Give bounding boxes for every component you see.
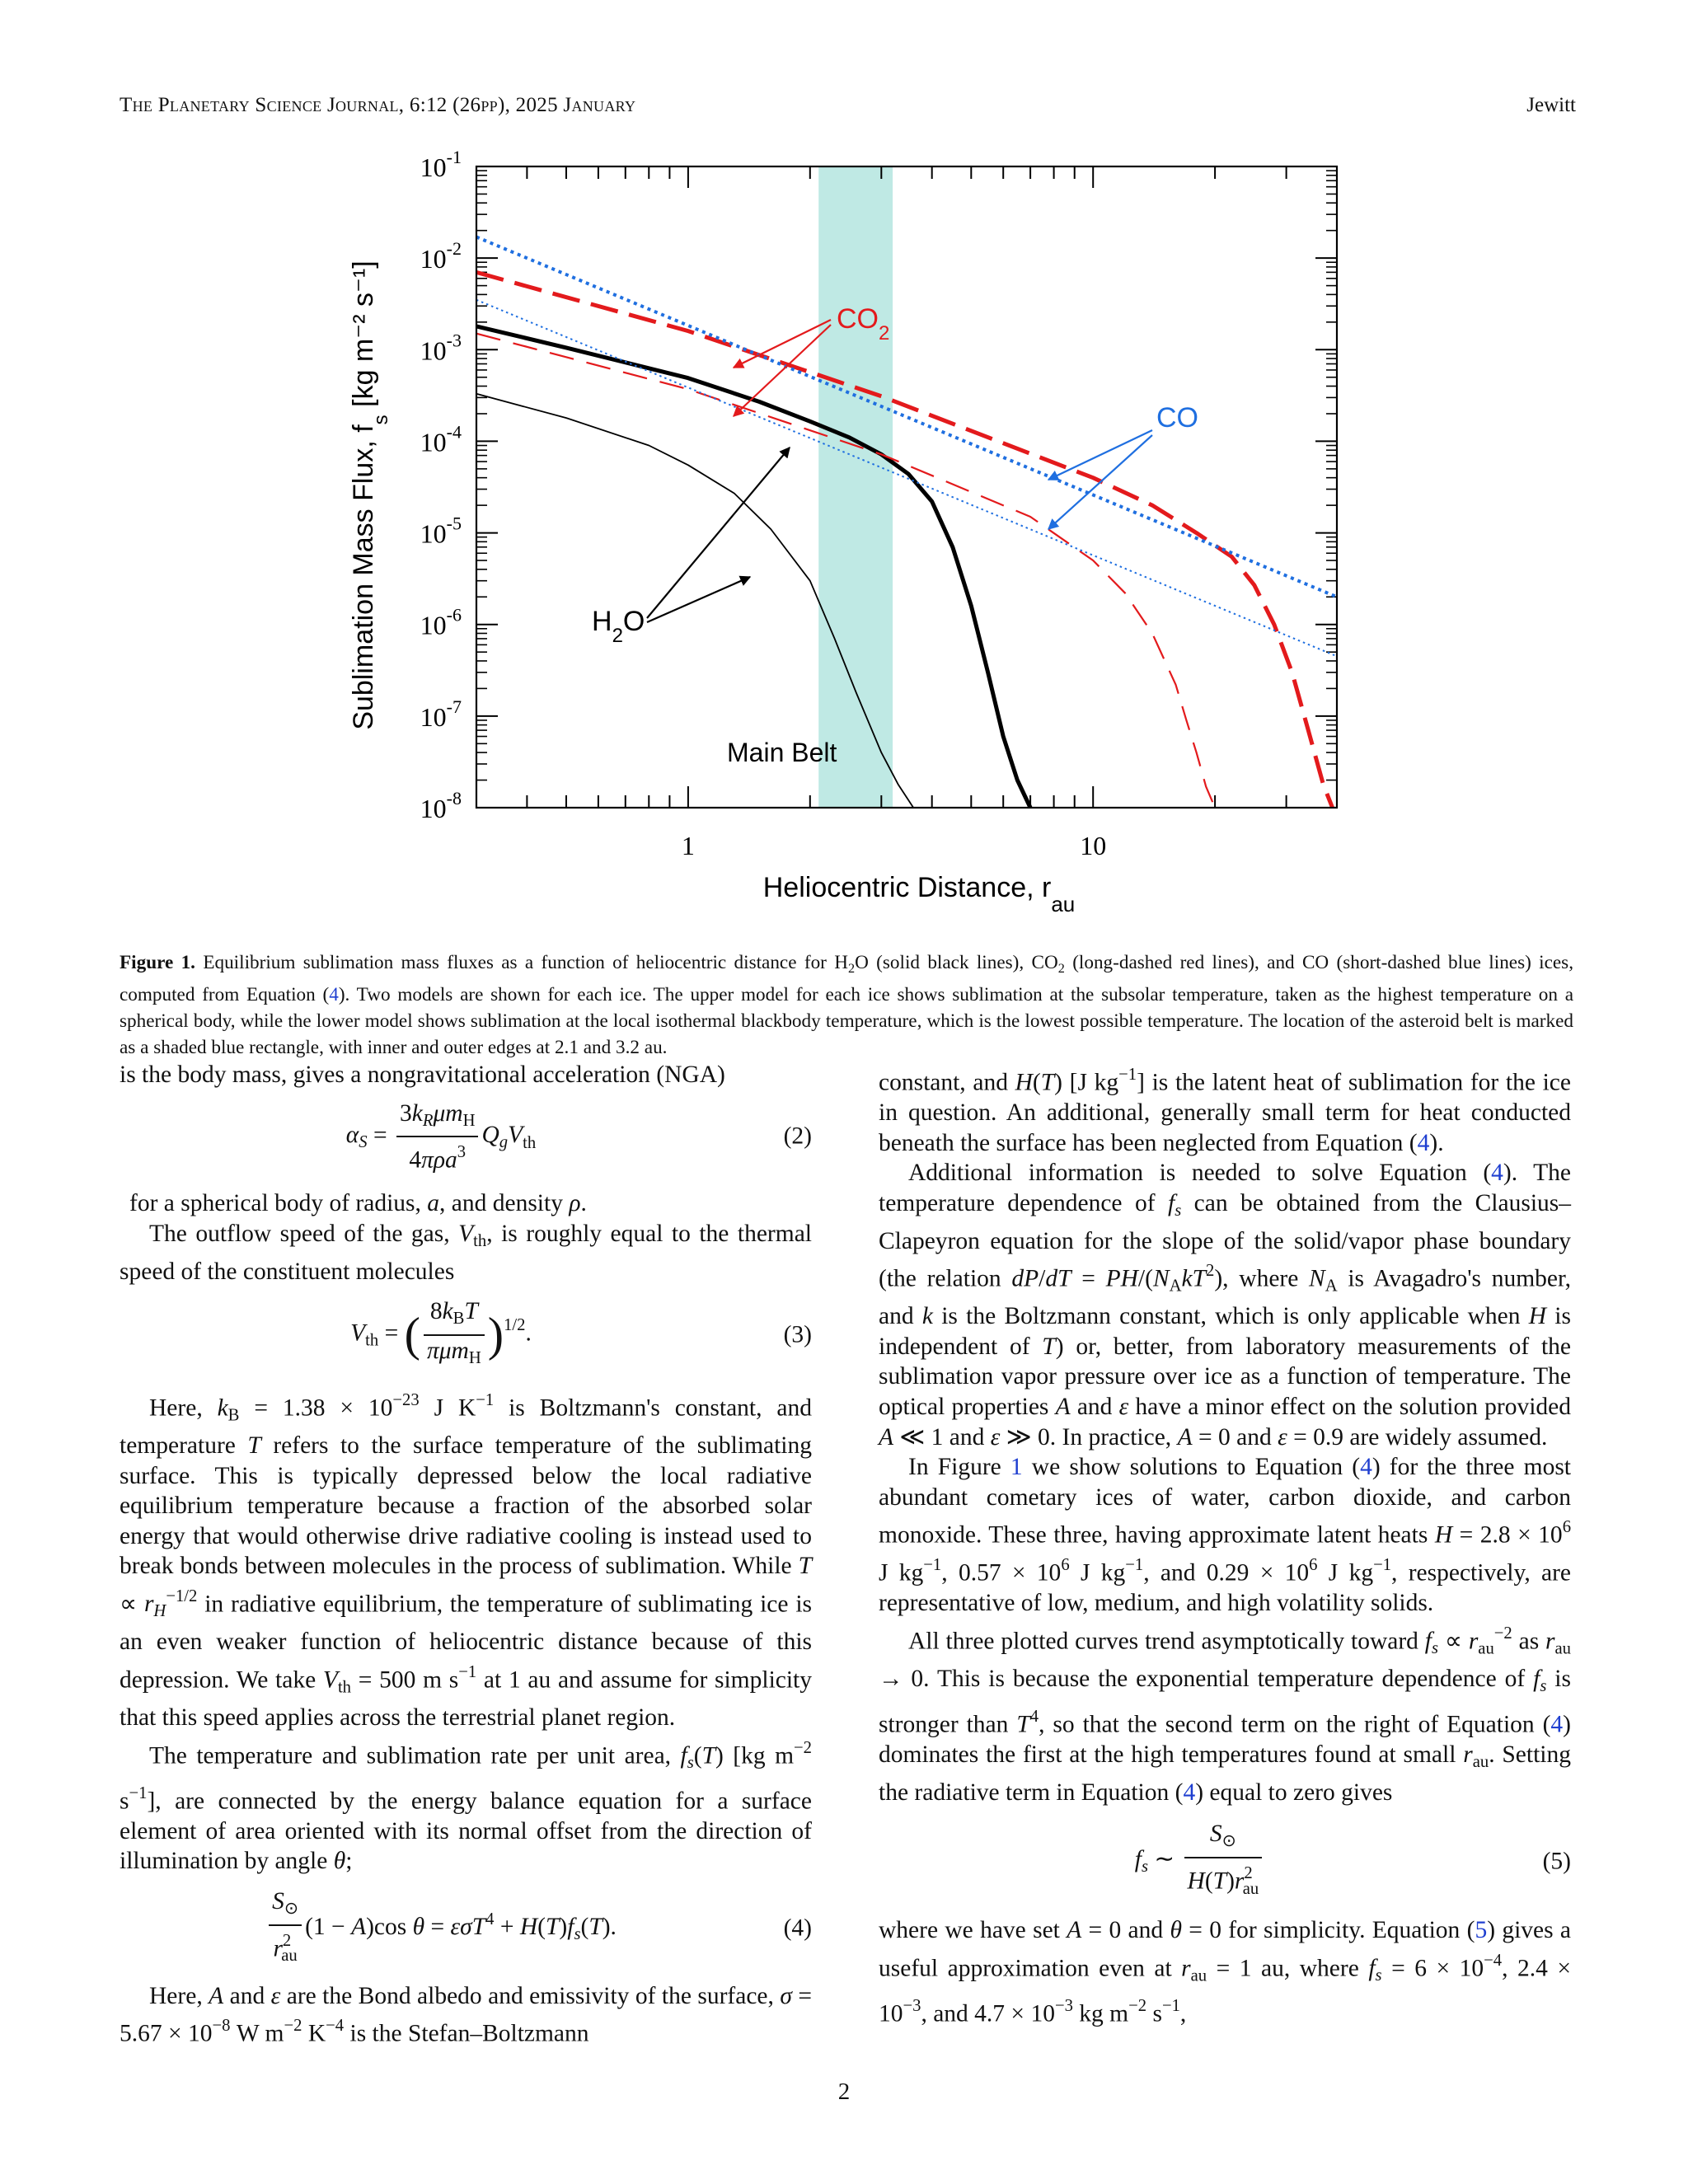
caption-sub-2: 2 [1057, 960, 1065, 976]
journal-header: The Planetary Science Journal, 6:12 (26pp), 2025 January [120, 94, 636, 116]
caption-text-4: ). Two models are shown for each ice. The upper model for each ice shows sublimation at the subsolar temperature, taken as the highest temperature on a spherical body, while the lower model shows sublimation at the local isothermal blackbody temperature, which is the lowest possible temperature. The location of the asteroid belt is marked as a shaded blue rectangle, with inner and outer edges at 2.1 and 3.2 au. [120, 983, 1573, 1058]
equation-5: $f_s$ ∼ $\frac{S_⊙}{H(T)r^2_{au}}$ (5) [1134, 1821, 1571, 1898]
y-tick-label: $10^{-8}$ [420, 788, 462, 823]
caption-sub-1: 2 [847, 960, 856, 976]
equation-link[interactable]: 4 [1360, 1454, 1372, 1481]
author-header: Jewitt [1526, 94, 1576, 116]
annotation-arrow [1048, 435, 1152, 529]
plot-frame [476, 166, 1337, 808]
series-line-co-isothermal [476, 300, 1337, 657]
y-tick-label: $10^{-7}$ [420, 696, 462, 732]
equation-5-number: (5) [1542, 1848, 1571, 1875]
y-tick-label: $10^{-6}$ [420, 604, 462, 640]
h2o-label: $H_2O$ [592, 606, 645, 647]
figure-link[interactable]: 1 [1010, 1454, 1023, 1481]
y-tick-label: $10^{-1}$ [420, 147, 462, 182]
right-para-5: where we have set A = 0 and θ = 0 for simplicity. Equation (5) gives a useful approximation even at $r_{au} = 1$ au, where $f_s = 6 \times 10^{-4}$, $2.4 \times 10^{-3}$, and $4.7 \times 10^{-3}$ kg $m^{-2}$ $s^{-1}$, [879, 1917, 1572, 2027]
figure-caption [120, 949, 1573, 1061]
equation-link[interactable]: 4 [1417, 1129, 1430, 1156]
co2-label: $CO_2$ [837, 303, 890, 344]
left-para-1: is the body mass, gives a nongravitational acceleration (NGA) [120, 1062, 725, 1088]
equation-link[interactable]: 4 [1550, 1711, 1564, 1738]
annotation-arrow [1048, 430, 1152, 480]
x-tick-label: 10 [1080, 831, 1107, 860]
y-axis-title: Sublimation Mass Flux, $f_s$ [kg m⁻² s⁻¹] [348, 260, 392, 730]
y-tick-label: $10^{-3}$ [420, 330, 462, 366]
equation-4: $\frac{S_⊙}{r^2_{au}}$ (1 − A)cos $\theta = \varepsilon\sigma T^4 + H(T)f_s(T)$. (4) [120, 1886, 812, 1971]
equation-link[interactable]: 4 [1491, 1160, 1503, 1187]
left-para-4: Here, $k_B = 1.38 \times 10^{-23}$ J $K^{-1}$ is Boltzmann's constant, and temperature T refers to the surface temperature of the sublimating surface. This is typically depressed below the local radiative equilibrium temperature because a fraction of the absorbed solar energy that would otherwise drive radiative cooling is instead used to break bonds between molecules in the process of sublimation. While $T \propto r_H^{-1/2}$ in radiative equilibrium, the temperature of sublimating ice is an even weaker function of heliocentric distance because of this depression. We take $V_{th} = 500$ m $s^{-1}$ at 1 au and assume for simplicity that this speed applies across the terrestrial planet region. [120, 1390, 813, 1731]
annotation-arrow [647, 448, 790, 618]
x-axis-title: Heliocentric Distance, $r_{au}$ [762, 872, 1076, 916]
page-number: 2 [837, 2079, 851, 2105]
left-column [120, 1060, 812, 2049]
left-para-3: The outflow speed of the gas, $V_{th}$, is roughly equal to the thermal speed of the constituent molecules [120, 1220, 812, 1285]
y-tick-label: $10^{-4}$ [420, 421, 462, 457]
equation-4-number: (4) [783, 1915, 812, 1942]
co-label: CO [1156, 402, 1198, 434]
right-para-4: All three plotted curves trend asymptotically toward $f_s \propto r_{au}^{-2}$ as $r_{au} \to 0$. This is because the exponential temperature dependence of $f_s$ is stronger than $T^4$, so that the second term on the right of Equation (4) dominates the first at the high temperatures found at small $r_{au}$. Setting the radiative term in Equation (4) equal to zero gives [879, 1624, 1571, 1806]
right-para-2: Additional information is needed to solve Equation (4). The temperature dependence of $f_s$ can be obtained from the Clausius–Clapeyron equation for the slope of the solid/vapor phase boundary (the relation $dP/dT = PH/(N_AkT^2)$, where $N_A$ is Avagadro's number, and k is the Boltzmann constant, which is only applicable when H is independent of T) or, better, from laboratory measurements of the sublimation vapor pressure over ice as a function of temperature. The optical properties A and ε have a minor effect on the solution provided A ≪ 1 and ε ≫ 0. In practice, A = 0 and ε = 0.9 are widely assumed. [879, 1160, 1572, 1451]
caption-label: Figure 1. [120, 952, 195, 973]
caption-eq-link[interactable]: 4 [329, 983, 339, 1005]
left-para-5: The temperature and sublimation rate per unit area, $f_s(T)$ [kg $m^{-2}$ $s^{-1}$], are connected by the energy balance equation for a surface element of area oriented with its normal offset from the direction of illumination by angle θ; [120, 1738, 812, 1875]
annotation-arrow [734, 320, 831, 368]
right-para-3: In Figure 1 we show solutions to Equation (4) for the three most abundant cometary ices of water, carbon dioxide, and carbon monoxide. These three, having approximate latent heats $H = 2.8 \times 10^6$ J $kg^{-1}$, $0.57 \times 10^6$ J $kg^{-1}$, and $0.29 \times 10^6$ J $kg^{-1}$, respectively, are representative of low, medium, and high volatility solids. [879, 1454, 1572, 1617]
equation-2: $\alpha_S$ = $\frac{3k_R\mu m_H}{4\pi\rho a^3}$ $Q_gV_{th}$ (2) [345, 1099, 812, 1174]
y-tick-label: $10^{-5}$ [420, 513, 462, 549]
equation-3-number: (3) [783, 1321, 812, 1348]
caption-text-1: Equilibrium sublimation mass fluxes as a function of heliocentric distance for H [203, 952, 848, 973]
right-column [879, 1060, 1571, 2029]
sublimation-flux-chart [0, 0, 1688, 940]
caption-text-2: O (solid black lines), CO [855, 952, 1058, 973]
caption-text-3: (long-dashed red lines), and CO (short-dashed blue lines) ices, computed from Equation ( [120, 952, 1573, 1005]
main-belt-label: Main Belt [727, 738, 837, 767]
equation-link[interactable]: 5 [1475, 1917, 1488, 1944]
series-line-co-subsolar [476, 237, 1337, 598]
y-tick-label: $10^{-2}$ [420, 238, 462, 274]
left-para-6: Here, A and ε are the Bond albedo and emissivity of the surface, $\sigma = 5.67 \times 10^{-8}$ W $m^{-2}$ $K^{-4}$ is the Stefan–Boltzmann [120, 1982, 813, 2047]
equation-link[interactable]: 4 [1183, 1779, 1196, 1806]
equation-2-number: (2) [783, 1123, 812, 1151]
equation-3: $V_{th}$ = ( $\frac{8k_BT}{\pi\mu m_H}$ )$^{1/2}$. (3) [350, 1298, 812, 1368]
main-belt-band [818, 166, 893, 808]
right-para-1: constant, and H(T) [J $kg^{-1}$] is the latent heat of sublimation for the ice in question. An additional, generally small term for heat conducted beneath the surface has been neglected from Equation (4). [879, 1066, 1571, 1156]
left-para-2: for a spherical body of radius, a, and density ρ. [129, 1190, 587, 1217]
annotation-arrow [734, 325, 831, 416]
x-tick-label: 1 [681, 831, 695, 860]
